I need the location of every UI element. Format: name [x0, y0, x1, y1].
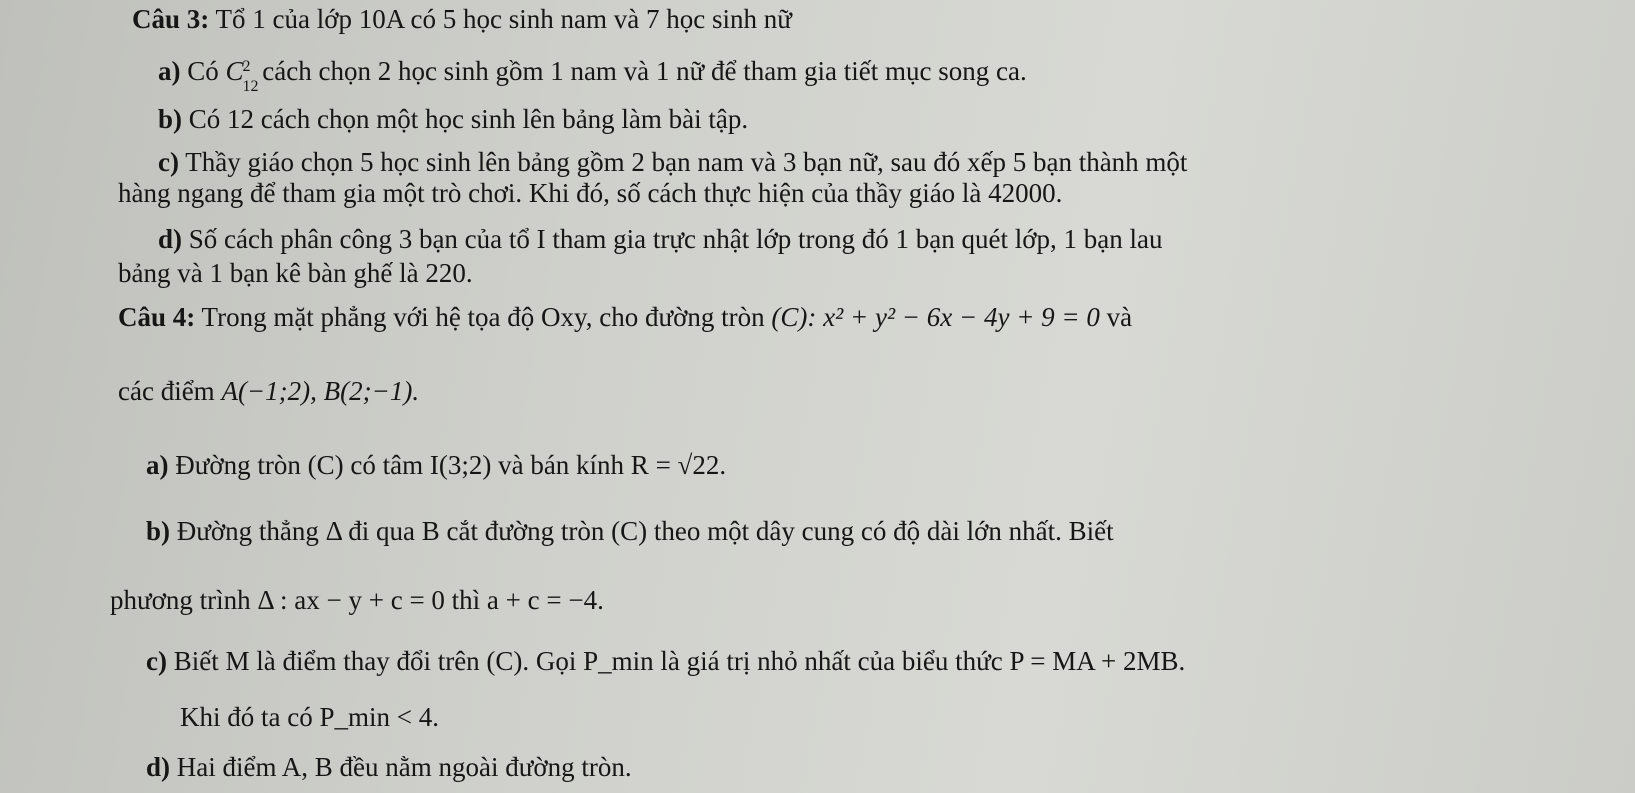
q3-c-text-2: hàng ngang để tham gia một trò chơi. Khi đó, số cách thực hiện của thầy giáo là 42000. — [118, 178, 1063, 208]
q3-d-text-1: Số cách phân công 3 bạn của tổ I tham gia trực nhật lớp trong đó 1 bạn quét lớp, 1 bạn lau — [188, 224, 1163, 254]
q4-b-text-2: phương trình Δ : ax − y + c = 0 thì a + c = −4. — [110, 585, 604, 615]
circle-name: (C) — [771, 302, 808, 332]
q4-b-line-1 — [146, 514, 1114, 548]
q3-c-label: c) — [158, 147, 179, 177]
q4-b-text-1: Đường thẳng Δ đi qua B cắt đường tròn (C) theo một dây cung có độ dài lớn nhất. Biết — [176, 516, 1114, 546]
q4-d — [146, 750, 632, 784]
q3-d-text-2: bảng và 1 bạn kê bàn ghế là 220. — [118, 258, 473, 288]
q3-a — [158, 54, 1027, 95]
q3-d-line-1 — [158, 222, 1162, 256]
q3-stem: Tổ 1 của lớp 10A có 5 học sinh nam và 7 học sinh nữ — [215, 4, 792, 34]
q3-b-text: Có 12 cách chọn một học sinh lên bảng làm bài tập. — [188, 104, 749, 134]
q3-c-line-2 — [118, 176, 1062, 210]
q4-a-label: a) — [146, 450, 169, 480]
q3-d-line-2 — [118, 256, 473, 290]
q4-d-label: d) — [146, 752, 171, 782]
q3-a-label: a) — [158, 56, 181, 86]
circle-equation: : x² + y² − 6x − 4y + 9 = 0 — [807, 302, 1100, 332]
combination-symbol: C 2 12 — [225, 56, 259, 95]
q4-a — [146, 448, 726, 482]
q3-c-text-1: Thầy giáo chọn 5 học sinh lên bảng gồm 2 bạn nam và 3 bạn nữ, sau đó xếp 5 bạn thành một — [185, 147, 1188, 177]
q4-d-text: Hai điểm A, B đều nằm ngoài đường tròn. — [176, 752, 632, 782]
q3-a-text: cách chọn 2 học sinh gồm 1 nam và 1 nữ để tham gia tiết mục song ca. — [262, 56, 1027, 86]
q4-line-1 — [118, 300, 1132, 334]
q3-b — [158, 102, 748, 136]
q3-d-label: d) — [158, 224, 183, 254]
q4-line-2 — [118, 374, 419, 408]
q3-line-1 — [132, 2, 792, 36]
q4-c-text-1: Biết M là điểm thay đổi trên (C). Gọi P_min là giá trị nhỏ nhất của biểu thức P = MA + 2MB. — [173, 646, 1186, 676]
q3-b-label: b) — [158, 104, 183, 134]
q3-c-line-1 — [158, 145, 1187, 179]
q4-b-line-2 — [110, 583, 604, 617]
q4-c-line-1 — [146, 644, 1185, 678]
q4-c-text-2: Khi đó ta có P_min < 4. — [180, 702, 439, 732]
q4-a-text: Đường tròn (C) có tâm I(3;2) và bán kính R = √22. — [175, 450, 727, 480]
q4-b-label: b) — [146, 516, 171, 546]
q4-c-label: c) — [146, 646, 167, 676]
q4-and: và — [1106, 302, 1133, 332]
q4-points-pre: các điểm — [118, 376, 215, 406]
q4-points: A(−1;2), B(2;−1). — [221, 376, 420, 406]
q4-stem: Trong mặt phẳng với hệ tọa độ Oxy, cho đường tròn — [201, 302, 765, 332]
q3-label: Câu 3: — [132, 4, 210, 34]
q4-label: Câu 4: — [118, 302, 196, 332]
q3-a-pre: Có — [187, 56, 219, 86]
q4-c-line-2 — [180, 700, 439, 734]
